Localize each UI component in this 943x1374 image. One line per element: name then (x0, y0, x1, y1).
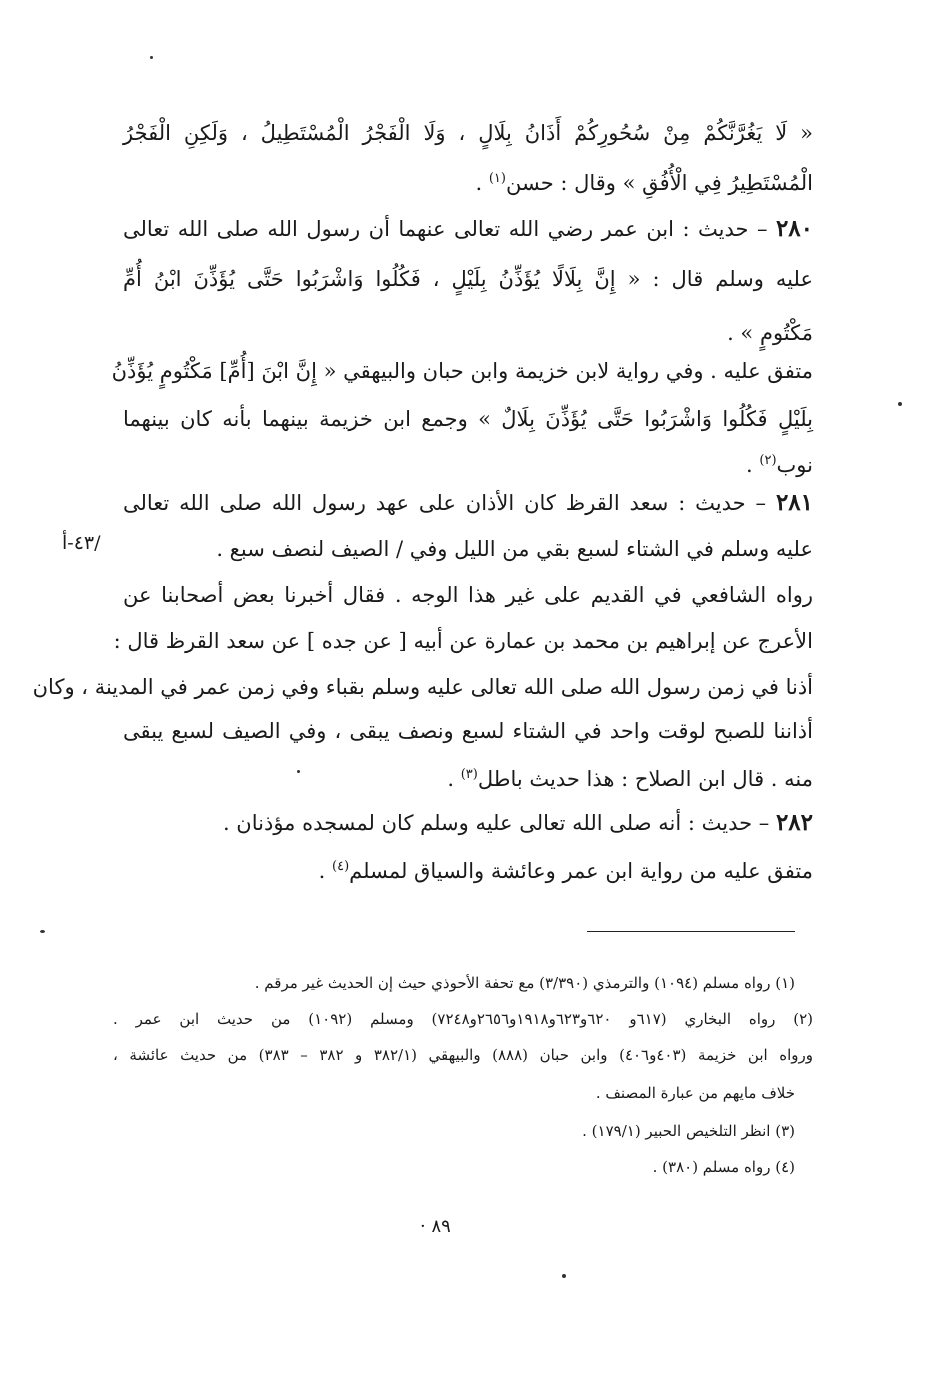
footnote: (٣) انظر التلخيص الحبير (١٧٩/١) . (582, 1122, 795, 1140)
text-line: عليه وسلم في الشتاء لسبع بقي من الليل وفي / الصيف لنصف سبع . (216, 537, 813, 561)
text-run: نوب (776, 453, 813, 477)
text-run: . (318, 859, 333, 883)
text-line: « لَا يَغُرَّنَّكُمْ مِنْ سُحُورِكُمْ أَذَانُ بِلَالٍ ، وَلَا الْفَجْرُ الْمُسْتَطِيلُ ، وَلَكِنِ الْفَجْرُ (123, 121, 813, 145)
text-run: . (746, 453, 760, 477)
text-line (123, 488, 813, 518)
text-line: رواه الشافعي في القديم على غير هذا الوجه . فقال أخبرنا بعض أصحابنا عن (123, 583, 813, 607)
speck (562, 1274, 566, 1278)
footnote-ref: (٣) (460, 767, 478, 782)
footnote: ورواه ابن خزيمة (٤٠٣و٤٠٦) وابن حبان (٨٨٨) والبيهقي (٣٨٢/١ و ٣٨٢ – ٣٨٣) من حديث عائشة ، (113, 1046, 814, 1064)
footnote: خلاف مايهم من عبارة المصنف . (595, 1084, 795, 1102)
speck (898, 402, 902, 406)
page-number: ٨٩ · (420, 1216, 451, 1237)
text-line (123, 214, 813, 244)
text-line (123, 164, 813, 198)
footnote-ref: (١) (488, 171, 506, 186)
footnote: (١) رواه مسلم (١٠٩٤) والترمذي (٣/٣٩٠) مع تحفة الأحوذي حيث إن الحديث غير مرقم . (254, 974, 795, 992)
footnote: (٢) رواه البخاري (٦١٧و ٦٢٠و٦٢٣و١٩١٨و٢٦٥٦و٧٢٤٨) ومسلم (١٠٩٢) من حديث ابن عمر . (113, 1010, 814, 1028)
text-line (123, 760, 813, 794)
footnote-ref: (٤) (332, 859, 350, 874)
footnote-ref: (٢) (759, 453, 777, 468)
text-line (123, 808, 813, 838)
footnote-separator (587, 931, 795, 932)
text-run: متفق عليه من رواية ابن عمر وعائشة والسياق لمسلم (349, 859, 813, 883)
hadith-number: ٢٨١ (775, 489, 813, 516)
text-run: . (447, 767, 461, 791)
text-line: عليه وسلم قال : « إِنَّ بِلَالًا يُؤَذِّنُ بِلَيْلٍ ، فَكُلُوا وَاشْرَبُوا حَتَّى يُؤَذِّنَ ابْنُ أُمِّ (123, 267, 813, 291)
text-line: الأعرج عن إبراهيم بن محمد بن عمارة عن أبيه [ عن جده ] عن سعد القرظ قال : (113, 629, 813, 653)
text-line: بِلَيْلٍ فَكُلُوا وَاشْرَبُوا حَتَّى يُؤَذِّنَ بِلَالٌ » وجمع ابن خزيمة بينهما بأنه كان بينهما (123, 407, 813, 431)
hadith-number: ٢٨٠ (775, 215, 813, 242)
text-line (123, 852, 813, 886)
text-run: – حديث : سعد القرظ كان الأذان على عهد رسول الله صلى الله تعالى (123, 491, 776, 515)
hadith-number: ٢٨٢ (775, 809, 813, 836)
text-line: متفق عليه . وفي رواية لابن خزيمة وابن حبان والبيهقي « إِنَّ ابْنَ [أُمِّ] مَكْتُومٍ يُؤَذِّنُ (111, 359, 813, 383)
text-run: – حديث : ابن عمر رضي الله تعالى عنهما أن رسول الله صلى الله تعالى (123, 217, 776, 241)
speck (150, 56, 153, 59)
footnote: (٤) رواه مسلم (٣٨٠) . (652, 1158, 795, 1176)
text-line: أذاننا للصبح لوقت واحد في الشتاء لسبع ونصف يبقى ، وفي الصيف لسبع يبقى (123, 719, 813, 743)
text-line: أذنا في زمن رسول الله صلى الله تعالى عليه وسلم بقباء وفي زمن عمر في المدينة ، وكان (32, 675, 813, 699)
text-run: الْمُسْتَطِيرُ فِي الْأُفُقِ » وقال : حسن (505, 171, 813, 195)
text-run: – حديث : أنه صلى الله تعالى عليه وسلم كان لمسجده مؤذنان . (222, 811, 776, 835)
text-run: منه . قال ابن الصلاح : هذا حديث باطل (477, 767, 813, 791)
speck (40, 930, 45, 933)
text-line: مَكْتُومٍ » . (727, 321, 813, 345)
text-run: . (475, 171, 489, 195)
text-line (123, 446, 813, 480)
manuscript-folio-ref: /٤٣-أ (62, 532, 101, 554)
